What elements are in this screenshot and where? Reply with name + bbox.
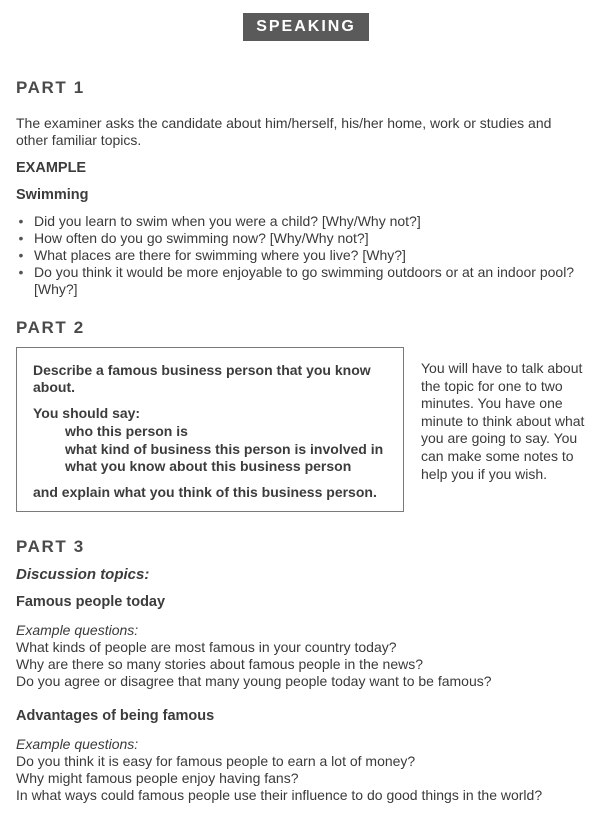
bullet-icon: • [18, 264, 24, 280]
part1-question: Did you learn to swim when you were a child? [Why/Why not?] [34, 213, 421, 229]
part1-intro-line2: other familiar topics. [16, 132, 142, 148]
part1-question-list [16, 213, 591, 298]
you-should-say: You should say: [33, 405, 141, 421]
part1-question: Do you think it would be more enjoyable to go swimming outdoors or at an indoor pool? [Why?] [34, 264, 575, 297]
topic-title-advantages-of-being-famous: Advantages of being famous [16, 708, 215, 724]
part1-heading: PART 1 [16, 78, 85, 97]
list-item: Do you agree or disagree that many young people today want to be famous? [16, 673, 492, 689]
list-item: Do you think it is easy for famous people to earn a lot of money? [16, 753, 416, 769]
example-questions-label: Example questions: [16, 622, 139, 638]
topic2-question-list [16, 753, 542, 804]
part2-heading: PART 2 [16, 318, 85, 337]
list-item [16, 230, 591, 247]
list-item [16, 264, 591, 298]
cue-explain: and explain what you think of this business person. [33, 484, 377, 500]
bullet-icon: • [18, 213, 24, 229]
discussion-topics-label: Discussion topics: [16, 566, 150, 583]
topic-title-famous-people-today: Famous people today [16, 594, 166, 610]
part1-intro-line1: The examiner asks the candidate about him/herself, his/her home, work or studies and [16, 115, 552, 131]
cue-point: what kind of business this person is involved in [65, 441, 384, 457]
cue-title-line2: about. [33, 379, 75, 395]
bullet-icon: • [18, 247, 24, 263]
part1-topic: Swimming [16, 187, 89, 203]
cue-card [16, 347, 404, 512]
topic1-question-list [16, 639, 492, 690]
list-item: What kinds of people are most famous in your country today? [16, 639, 397, 655]
example-label: EXAMPLE [16, 160, 87, 176]
example-questions-label: Example questions: [16, 736, 139, 752]
part3-heading: PART 3 [16, 537, 85, 556]
list-item: Why are there so many stories about famous people in the news? [16, 656, 423, 672]
speaking-banner: SPEAKING [243, 13, 369, 41]
bullet-icon: • [18, 230, 24, 246]
part1-question: How often do you go swimming now? [Why/Why not?] [34, 230, 369, 246]
instruction-note: You will have to talk about the topic for one to two minutes. You have one minute to think about what you are going to say. You can make some notes to help you if you wish. [421, 360, 585, 482]
cue-title-line1: Describe a famous business person that you know [33, 362, 371, 378]
list-item [16, 247, 591, 264]
cue-point: who this person is [65, 423, 188, 439]
list-item [16, 213, 591, 230]
list-item: Why might famous people enjoy having fans? [16, 770, 299, 786]
list-item: In what ways could famous people use their influence to do good things in the world? [16, 787, 543, 803]
part1-question: What places are there for swimming where you live? [Why?] [34, 247, 406, 263]
cue-point: what you know about this business person [65, 458, 352, 474]
